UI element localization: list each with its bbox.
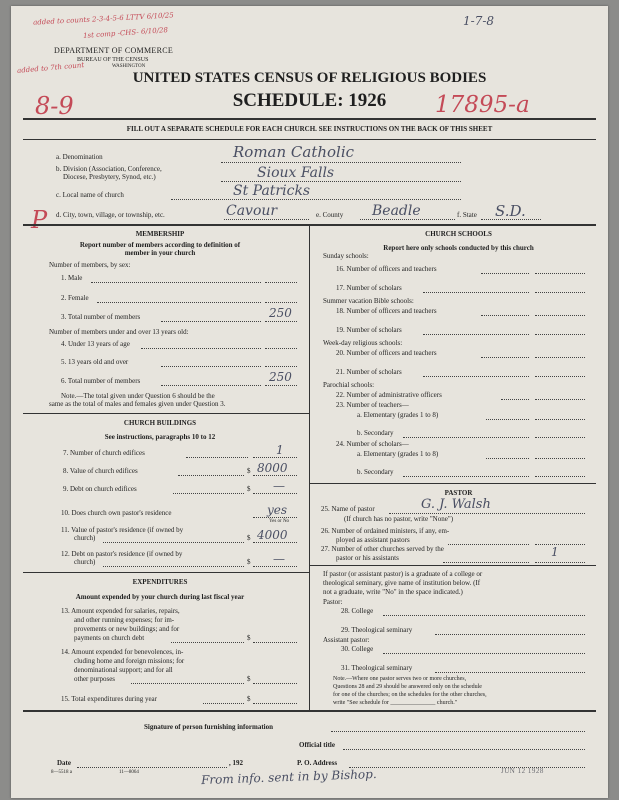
q25-hint: (If church has no pastor, write "None") [344, 515, 454, 523]
annotation-top-right: 1-7-8 [463, 14, 495, 28]
membership-intro-1: Report number of members according to definition of [79, 241, 241, 249]
graduate-note-1: If pastor (or assistant pastor) is a graduate of a college or [323, 570, 483, 578]
pastor-note-1: Note.—Where one pastor serves two or more churches, [333, 676, 467, 682]
form-title: UNITED STATES CENSUS OF RELIGIOUS BODIES [132, 70, 487, 86]
q12-label-1: 12. Debt on pastor's residence (if owned by [61, 550, 183, 558]
q13-line-3: provements or new buildings; and for [74, 625, 180, 633]
city-value: Cavour [226, 203, 278, 219]
pastor-name-value: G. J. Walsh [421, 497, 491, 512]
q24b-label: b. Secondary [357, 468, 394, 476]
division-label-1: b. Division (Association, Conference, [56, 165, 162, 173]
church-name-label: c. Local name of church [56, 191, 124, 199]
q14-line-2: cluding home and foreign missions; for [74, 657, 185, 665]
q19-label: 19. Number of scholars [336, 326, 402, 334]
q14-line-4: other purposes [74, 675, 116, 683]
q25-label: 25. Name of pastor [321, 505, 375, 513]
po-address-label: P. O. Address [297, 759, 338, 767]
expenditures-title: EXPENDITURES [132, 578, 188, 586]
q13-line-4: payments on church debt [74, 634, 145, 642]
q24-label: 24. Number of scholars— [336, 440, 409, 448]
county-label: e. County [316, 211, 344, 219]
q31-label: 31. Theological seminary [341, 664, 413, 672]
q2-label: 2. Female [61, 294, 89, 302]
schedule-title: SCHEDULE: 1926 [232, 90, 387, 111]
q13-line-2: and other running expenses; for im- [74, 616, 175, 624]
q11-label-1: 11. Value of pastor's residence (if owned by [61, 526, 184, 534]
parochial-label: Parochial schools: [323, 381, 375, 389]
annotation-counts: added to counts 2-3-4-5-6 LTTV 6/10/25 [32, 11, 174, 27]
annotation-margin-mark: P [31, 206, 48, 234]
schools-sub: Report here only schools conducted by this church [383, 244, 534, 252]
state-label: f. State [457, 211, 477, 219]
buildings-title: CHURCH BUILDINGS [123, 419, 197, 427]
official-title-label: Official title [299, 741, 335, 749]
q13-dollar: $ [247, 634, 251, 642]
annotation-left-number: 8-9 [35, 92, 74, 120]
q12-value: — [273, 552, 285, 566]
denomination-label: a. Denomination [56, 153, 103, 161]
age-label: Number of members under and over 13 years old: [49, 328, 189, 336]
q9-dollar: $ [247, 485, 251, 493]
q9-value: — [273, 479, 285, 493]
q6-value: 250 [269, 370, 292, 384]
bureau-name: BUREAU OF THE CENSUS [77, 57, 149, 63]
q27-label-2: pastor or his assistants [336, 554, 399, 562]
q17-label: 17. Number of scholars [336, 284, 402, 292]
q15-label: 15. Total expenditures during year [61, 695, 157, 703]
q14-dollar: $ [247, 675, 251, 683]
signature-label: Signature of person furnishing information [144, 723, 273, 731]
church-name-value: St Patricks [233, 183, 311, 199]
q8-value: 8000 [257, 461, 288, 475]
q6-label: 6. Total number of members [61, 377, 141, 385]
q13-line-1: 13. Amount expended for salaries, repairs, [61, 607, 180, 615]
department-name: DEPARTMENT OF COMMERCE [54, 46, 174, 55]
pastor-note-2: Questions 28 and 29 should be answered only on the schedule [333, 684, 482, 690]
census-schedule-sheet [11, 6, 608, 798]
received-stamp: JUN 12 1928 [501, 767, 544, 775]
q10-label: 10. Does church own pastor's residence [61, 509, 172, 517]
q11-dollar: $ [247, 534, 251, 542]
date-year: , 192 [229, 759, 243, 767]
membership-title: MEMBERSHIP [135, 230, 185, 238]
q28-label: 28. College [341, 607, 374, 615]
membership-note-1: Note.—The total given under Question 6 should be the [61, 392, 215, 400]
membership-intro-2: member in your church [124, 249, 196, 257]
q12-label-2: church) [74, 558, 96, 566]
q3-label: 3. Total number of members [61, 313, 141, 321]
annotation-right-number: 17895-a [435, 92, 530, 118]
graduate-note-2: theological seminary, give name of institution below. (If [323, 579, 481, 587]
q15-dollar: $ [247, 695, 251, 703]
division-value: Sioux Falls [257, 165, 335, 181]
bureau-city: WASHINGTON [112, 64, 146, 69]
q23b-label: b. Secondary [357, 429, 394, 437]
q26-label-1: 26. Number of ordained ministers, if any, em- [321, 527, 450, 535]
q23-label: 23. Number of teachers— [336, 401, 409, 409]
county-value: Beadle [372, 203, 421, 219]
schools-title: CHURCH SCHOOLS [425, 230, 492, 238]
q11-label-2: church) [74, 534, 96, 542]
q12-dollar: $ [247, 558, 251, 566]
q26-label-2: ployed as assistant pastors [336, 536, 410, 544]
q14-line-1: 14. Amount expended for benevolences, in- [61, 648, 184, 656]
form-code-2: 11—8064 [119, 770, 139, 775]
q8-dollar: $ [247, 467, 251, 475]
q7-value: 1 [276, 443, 284, 457]
q16-label: 16. Number of officers and teachers [336, 265, 437, 273]
annotation-first-comp: 1st comp -CHS- 6/10/28 [82, 26, 169, 40]
q27-label-1: 27. Number of other churches served by the [321, 545, 444, 553]
q18-label: 18. Number of officers and teachers [336, 307, 437, 315]
pastor-note-3: for one of the churches; on the schedules for the other churches, [333, 692, 487, 698]
annotation-seventh-count: added to 7th count [16, 61, 85, 75]
handwritten-source-note: From info. sent in by Bishop. [200, 766, 377, 788]
q11-value: 4000 [257, 528, 288, 542]
by-sex-label: Number of members, by sex: [49, 261, 131, 269]
q10-value: yes [267, 503, 288, 517]
q7-label: 7. Number of church edifices [63, 449, 145, 457]
q22-label: 22. Number of administrative officers [336, 391, 442, 399]
q24a-label: a. Elementary (grades 1 to 8) [357, 450, 439, 458]
summer-label: Summer vacation Bible schools: [323, 297, 414, 305]
pastor-subheading: Pastor: [323, 598, 343, 606]
state-value: S.D. [495, 202, 526, 220]
q20-label: 20. Number of officers and teachers [336, 349, 437, 357]
form-code-1: 8—5518 a [51, 770, 72, 775]
q9-label: 9. Debt on church edifices [63, 485, 137, 493]
q14-line-3: denominational support; and for all [74, 666, 173, 674]
q23a-label: a. Elementary (grades 1 to 8) [357, 411, 439, 419]
form-instruction: FILL OUT A SEPARATE SCHEDULE FOR EACH CHURCH. SEE INSTRUCTIONS ON THE BACK OF THIS SHEET [126, 125, 493, 133]
q10-hint: Yes or No [269, 519, 290, 524]
pastor-note-4: write "See schedule for _______________ church." [333, 700, 458, 706]
assistant-subheading: Assistant pastor: [323, 636, 370, 644]
q29-label: 29. Theological seminary [341, 626, 413, 634]
q1-label: 1. Male [61, 274, 83, 282]
weekday-label: Week-day religious schools: [323, 339, 403, 347]
q5-label: 5. 13 years old and over [61, 358, 129, 366]
membership-note-2: same as the total of males and females given under Question 3. [49, 400, 226, 408]
expenditures-sub: Amount expended by your church during last fiscal year [75, 593, 245, 601]
pastor-title: PASTOR [444, 489, 473, 497]
sunday-label: Sunday schools: [323, 252, 369, 260]
q4-label: 4. Under 13 years of age [61, 340, 130, 348]
denomination-value: Roman Catholic [233, 143, 355, 161]
buildings-sub: See instructions, paragraphs 10 to 12 [104, 433, 216, 441]
date-label: Date [57, 759, 71, 767]
q3-value: 250 [269, 306, 292, 320]
graduate-note-3: not a graduate, write "No" in the space indicated.) [323, 588, 463, 596]
q30-label: 30. College [341, 645, 374, 653]
division-label-2: Diocese, Presbytery, Synod, etc.) [63, 173, 156, 181]
city-label: d. City, town, village, or township, etc. [56, 211, 165, 219]
q8-label: 8. Value of church edifices [63, 467, 138, 475]
q27-value: 1 [551, 545, 559, 559]
q21-label: 21. Number of scholars [336, 368, 402, 376]
